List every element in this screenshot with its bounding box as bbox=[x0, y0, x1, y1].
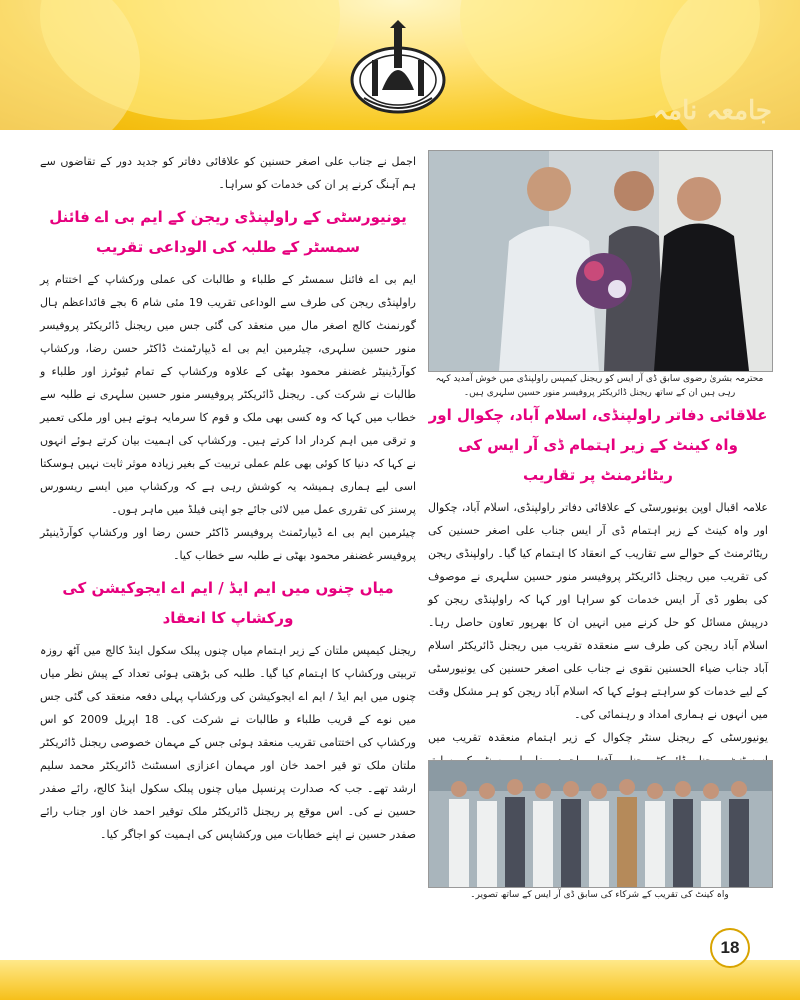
photo-group-image bbox=[429, 761, 772, 887]
page-header bbox=[0, 0, 800, 130]
university-logo bbox=[342, 20, 454, 115]
photo-welcome-caption: محترمہ بشریٰ رضوی سابق ڈی آر ایس کو ریجنل کیمپس راولپنڈی میں خوش آمدید کہہ رہی ہیں ان کے ساتھ ریجنل ڈائریکٹر پروفیسر منور حسین سلہری ہیں۔ bbox=[435, 374, 764, 398]
photo-group bbox=[428, 760, 773, 888]
article-heading-retirement: علاقائی دفاتر راولپنڈی، اسلام آباد، چکوال اور واہ کینٹ کے زیر اہتمام ڈی آر ایس کی ریٹائرمنٹ پر تقاریب bbox=[428, 406, 768, 484]
article-paragraph: ایم بی اے فائنل سمسٹر کے طلباء و طالبات کی عملی ورکشاپ کے اختتام پر راولپنڈی ریجن کی طرف سے الوداعی تقریب 19 مئی شام 6 بجے قائداعظم ہال گورنمنٹ کالج اصغر مال میں منعقد کی گئی جس میں ریجنل ڈائریکٹر پروفیسر منور حسین سلہری، چیئرمین ایم بی اے ڈیپارٹمنٹ ڈاکٹر حسن رضا، ورکشاپ کوآرڈینیٹر غضنفر محمود بھٹی کے علاوہ ورکشاپ کے تمام ٹیوٹرز اور طلباء و طالبات نے شرکت کی۔ ریجنل ڈائریکٹر پروفیسر منور حسین سلہری نے طلبہ سے خطاب میں کہا کہ وہ کسی بھی ملک و قوم کا سرمایہ ہوتے ہیں اور ملکی تعمیر و ترقی میں اہم کردار ادا کرتے ہیں۔ ورکشاپ کی اہمیت بیان کرتے ہوئے انہوں نے کہا کہ دنیا کا کوئی بھی علم عملی تربیت کے بغیر زیادہ موثر ثابت نہیں ہوسکتا اسی لیے ہماری ہمیشہ یہ کوشش رہی ہے کہ ورکشاپ میں ایسے ریسورس پرسنز کی تقرری عمل میں لائی جائے جو اپنی فیلڈ میں ماہر ہوں۔ bbox=[40, 273, 416, 516]
magazine-title: جامعہ نامہ bbox=[652, 96, 772, 126]
article-heading-workshop: میاں چنوں میں ایم ایڈ / ایم اے ایجوکیشن کی ورکشاپ کا انعقاد bbox=[62, 579, 394, 627]
article-heading-farewell: یونیورسٹی کے راولپنڈی ریجن کے ایم بی اے فائنل سمسٹر کے طلبہ کی الوداعی تقریب bbox=[49, 208, 407, 256]
article-paragraph: یونیورسٹی کے ریجنل سنٹر چکوال کے زیر اہتمام منعقدہ تقریب میں bbox=[428, 731, 768, 744]
page-number: 18 bbox=[710, 928, 750, 968]
photo-group-caption: واہ کینٹ کی تقریب کے شرکاء کی سابق ڈی آر ایس کے ساتھ تصویر۔ bbox=[470, 890, 729, 900]
intro-paragraph: اجمل نے جناب علی اصغر حسنین کو علاقائی دفاتر کو جدید دور کے تقاضوں سے ہم آہنگ کرنے پر ان کی خدمات کو سراہا۔ bbox=[40, 155, 416, 191]
article-paragraph: چیئرمین ایم بی اے ڈیپارٹمنٹ پروفیسر ڈاکٹر حسن رضا اور ورکشاپ کوآرڈینیٹر پروفیسر غضنفر محمود بھٹی نے طلبہ سے خطاب کیا۔ bbox=[40, 526, 416, 562]
article-paragraph: ریجنل کیمپس ملتان کے زیر اہتمام میاں چنوں پبلک سکول اینڈ کالج میں آٹھ روزہ تربیتی ورکشاپ کا اہتمام کیا گیا۔ طلبہ کی بڑھتی ہوئی تعداد کے پیش نظر میاں چنوں میں ایم ایڈ / ایم اے ایجوکیشن کی ورکشاپ پہلی دفعہ منعقد کی گئی جس میں نوے کے قریب طلباء و طالبات نے شرکت کی۔ 18 اپریل 2009 کو اس ورکشاپ کی اختتامی تقریب منعقد ہوئی جس کے مہمان خصوصی ریجنل ڈائریکٹر ملتان ملک تو قیر احمد خان اور مہمان اعزازی اسسٹنٹ ڈائریکٹر محمد سلیم ارشد تھے۔ جب کہ صدارت پرنسپل میاں چنوں پبلک سکول اینڈ کالج، رائے صفدر حسین نے کی۔ اس موقع پر ریجنل ڈائریکٹر ملک توقیر احمد خان اور جناب رائے صفدر حسین نے اپنے خطابات میں ورکشاپس کی اہمیت کو اجاگر کیا۔ bbox=[40, 644, 416, 841]
photo-welcome bbox=[428, 150, 773, 372]
photo-welcome-image bbox=[429, 151, 772, 371]
page-footer bbox=[0, 960, 800, 1000]
article-paragraph: علامہ اقبال اوپن یونیورسٹی کے علاقائی دفاتر راولپنڈی، اسلام آباد، چکوال اور واہ کینٹ کے زیر اہتمام ڈی آر ایس جناب علی اصغر حسنین کی ریٹائرمنٹ کے حوالے سے تقاریب کے انعقاد کا اہتمام کیا گیا۔ راولپنڈی ریجن کی تقریب میں ریجنل ڈائریکٹر پروفیسر منور حسین سلہری نے موصوف کی بطور ڈی آر ایس خدمات کو سراہا اور کہا کہ راولپنڈی ریجن کو درپیش مسائل کو حل کرنے میں انہیں ان کا بھرپور تعاون حاصل رہا۔ اسلام آباد ریجن کی طرف سے منعقدہ تقریب میں ریجنل ڈائریکٹر اسلام آباد جناب ضیاء الحسنین نقوی نے جناب علی اصغر حسنین کی یونیورسٹی کے لیے خدمات کو سراہتے ہوئے کہا کہ اسلام آباد ریجن کو ہر مشکل وقت میں انہوں نے ہماری امداد و رہنمائی کی۔ bbox=[428, 501, 768, 721]
left-column bbox=[40, 150, 416, 846]
right-column bbox=[428, 400, 768, 795]
